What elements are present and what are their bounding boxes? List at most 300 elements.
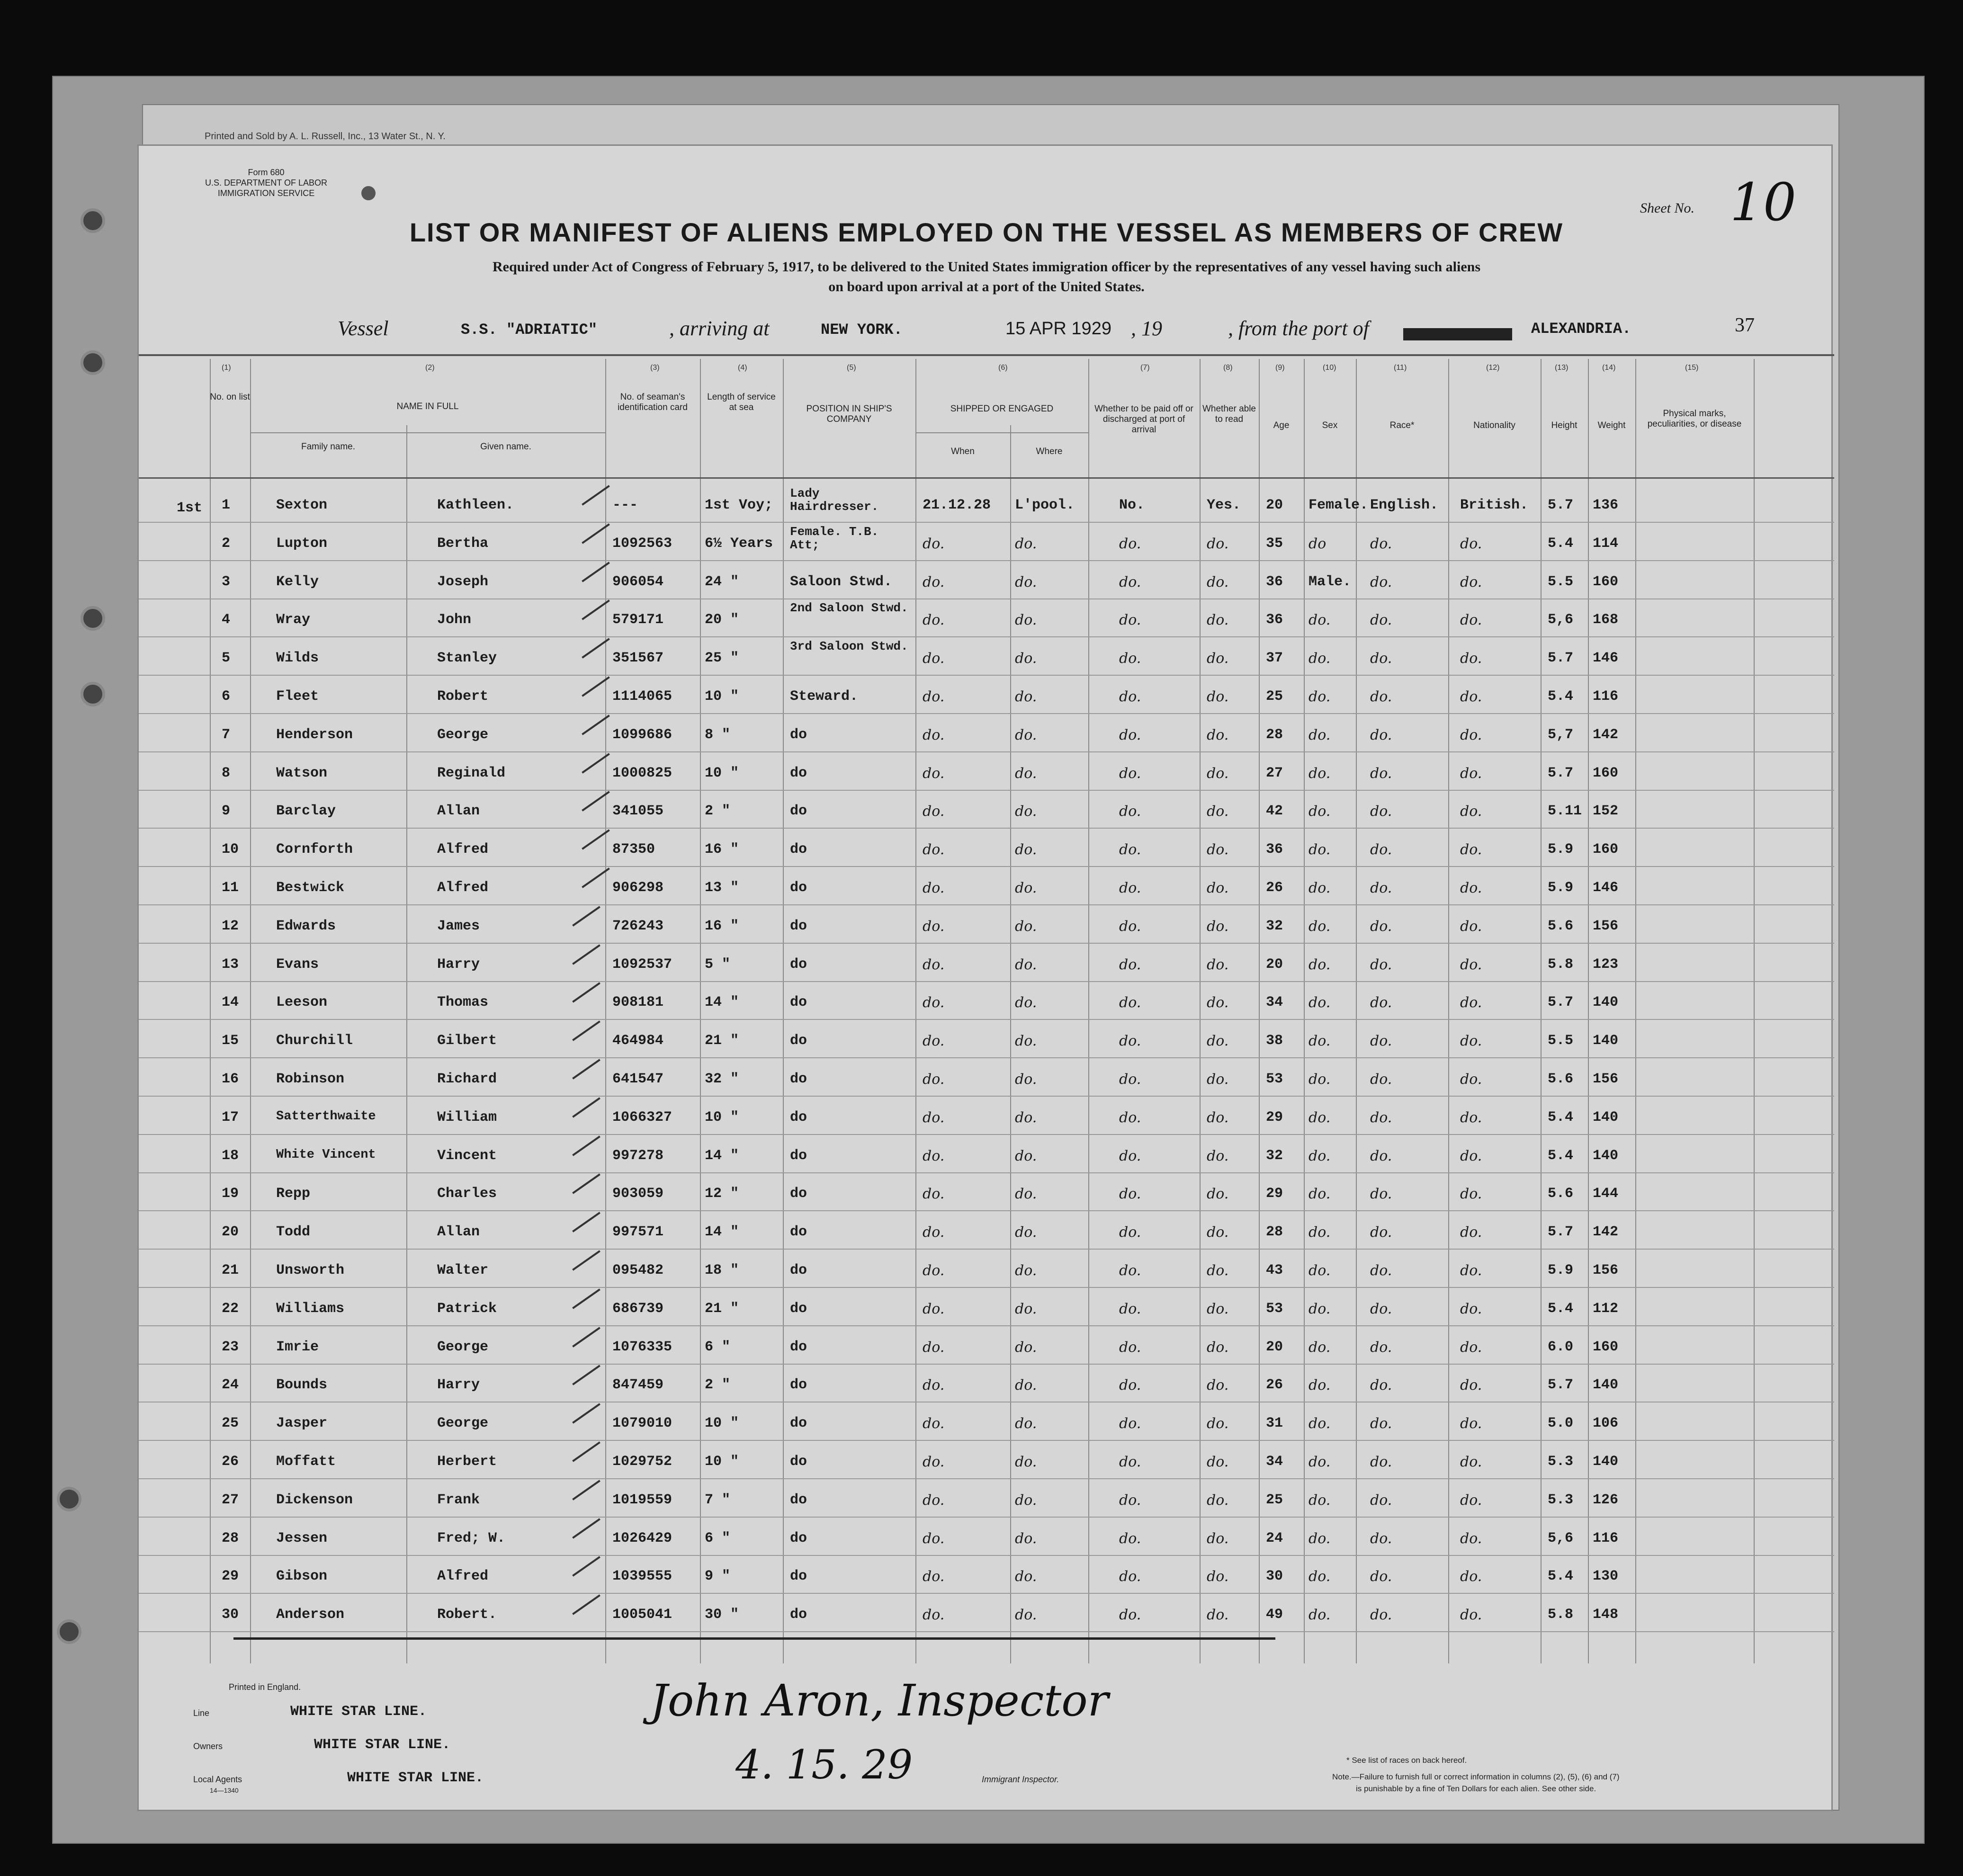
family-name: Imrie xyxy=(276,1339,319,1355)
given-name: Joseph xyxy=(437,573,489,590)
sheet-number: 10 xyxy=(1730,172,1796,232)
row-number: 30 xyxy=(222,1607,239,1623)
age: 31 xyxy=(1266,1415,1283,1432)
date-stamp: 15 APR 1929 xyxy=(1005,319,1111,339)
shipped-when: do. xyxy=(923,1530,945,1547)
row-rule xyxy=(139,1555,1834,1556)
length-of-service: 7 " xyxy=(705,1492,731,1508)
weight: 140 xyxy=(1593,1033,1619,1049)
nationality: do. xyxy=(1460,1415,1482,1432)
length-of-service: 6 " xyxy=(705,1339,731,1355)
given-name: Frank xyxy=(437,1492,480,1508)
position: do xyxy=(790,1530,807,1546)
end-of-list-rule xyxy=(233,1637,1275,1640)
given-name: Stanley xyxy=(437,650,497,667)
row-number: 21 xyxy=(222,1262,239,1278)
nationality: do. xyxy=(1460,535,1482,552)
age: 28 xyxy=(1266,1224,1283,1241)
given-name: Fred; W. xyxy=(437,1530,506,1546)
row-rule xyxy=(139,1287,1834,1288)
nationality: do. xyxy=(1460,803,1482,820)
row-rule xyxy=(139,1210,1834,1211)
paid-off: do. xyxy=(1119,1262,1141,1279)
binder-hole xyxy=(81,682,105,706)
weight: 123 xyxy=(1593,956,1619,973)
binder-hole xyxy=(81,606,105,631)
race: do. xyxy=(1370,688,1392,705)
shipped-where: do. xyxy=(1015,726,1037,743)
row-rule xyxy=(139,1478,1834,1479)
row-number: 28 xyxy=(222,1530,239,1546)
weight: 130 xyxy=(1593,1568,1619,1585)
sex: Female. xyxy=(1309,497,1369,513)
age: 32 xyxy=(1266,1147,1283,1164)
shipped-where: do. xyxy=(1015,1530,1037,1547)
nationality: do. xyxy=(1460,765,1482,782)
height: 5.9 xyxy=(1548,841,1574,858)
nationality: do. xyxy=(1460,1109,1482,1126)
height: 5.11 xyxy=(1548,803,1582,820)
shipped-where: do. xyxy=(1015,918,1037,935)
row-rule xyxy=(139,713,1834,714)
row-number: 8 xyxy=(222,765,231,781)
age: 25 xyxy=(1266,688,1283,705)
length-of-service: 10 " xyxy=(705,765,739,781)
shipped-where: do. xyxy=(1015,1454,1037,1470)
length-of-service: 25 " xyxy=(705,650,739,667)
header-family-name: Family name. xyxy=(301,442,356,452)
sex: do. xyxy=(1309,1454,1331,1470)
race: do. xyxy=(1370,1454,1392,1470)
header-given-name: Given name. xyxy=(480,442,531,452)
from-port-label: , from the port of xyxy=(1228,317,1369,340)
able-to-read: do. xyxy=(1207,1262,1229,1279)
able-to-read: do. xyxy=(1207,1568,1229,1585)
seaman-id: 903059 xyxy=(612,1186,664,1202)
vessel-name: S.S. "ADRIATIC" xyxy=(461,321,598,339)
race: do. xyxy=(1370,726,1392,743)
checkmark-icon xyxy=(572,1174,601,1194)
able-to-read: do. xyxy=(1207,726,1229,743)
shipped-when: do. xyxy=(923,956,945,973)
shipped-when: do. xyxy=(923,650,945,667)
seaman-id: 1099686 xyxy=(612,726,672,743)
family-name: Satterthwaite xyxy=(276,1109,376,1124)
weight: 142 xyxy=(1593,1224,1619,1241)
row-rule xyxy=(139,1631,1834,1632)
race: do. xyxy=(1370,880,1392,896)
race: do. xyxy=(1370,803,1392,820)
given-name: Herbert xyxy=(437,1454,497,1470)
weight: 160 xyxy=(1593,573,1619,590)
paid-off: do. xyxy=(1119,1224,1141,1241)
position: Lady Hairdresser. xyxy=(790,486,879,514)
age: 28 xyxy=(1266,726,1283,743)
position: do xyxy=(790,1071,807,1087)
list-marker: 1st xyxy=(177,500,203,516)
header-where: Where xyxy=(1036,447,1063,456)
able-to-read: do. xyxy=(1207,535,1229,552)
sex: do xyxy=(1309,535,1327,552)
sex: do. xyxy=(1309,688,1331,705)
nationality: do. xyxy=(1460,1339,1482,1356)
able-to-read: do. xyxy=(1207,1454,1229,1470)
height: 5.8 xyxy=(1548,956,1574,973)
able-to-read: do. xyxy=(1207,765,1229,782)
checkmark-icon xyxy=(572,1480,601,1500)
position: do xyxy=(790,956,807,973)
col-num: (6) xyxy=(998,364,1008,372)
row-rule xyxy=(139,751,1834,752)
position: do xyxy=(790,1262,807,1278)
length-of-service: 12 " xyxy=(705,1186,739,1202)
checkmark-icon xyxy=(572,906,601,926)
shipped-where: do. xyxy=(1015,803,1037,820)
row-rule xyxy=(139,522,1834,523)
length-of-service: 6½ Years xyxy=(705,535,773,552)
shipped-when: do. xyxy=(923,1300,945,1317)
race: do. xyxy=(1370,918,1392,935)
weight: 156 xyxy=(1593,1262,1619,1278)
row-rule xyxy=(139,866,1834,867)
header-age: Age xyxy=(1273,420,1290,430)
row-rule xyxy=(139,1593,1834,1594)
weight: 160 xyxy=(1593,1339,1619,1355)
race: do. xyxy=(1370,1492,1392,1509)
header-race: Race* xyxy=(1389,420,1415,430)
family-name: Churchill xyxy=(276,1033,353,1049)
vessel-label: Vessel xyxy=(338,317,389,340)
given-name: Vincent xyxy=(437,1147,497,1164)
able-to-read: do. xyxy=(1207,1415,1229,1432)
arriving-label: , arriving at xyxy=(669,317,770,340)
given-name: Harry xyxy=(437,956,480,973)
shipped-when: do. xyxy=(923,1186,945,1203)
service-name: IMMIGRATION SERVICE xyxy=(217,188,315,198)
sex: do. xyxy=(1309,803,1331,820)
seaman-id: 1000825 xyxy=(612,765,672,781)
shipped-where: do. xyxy=(1015,1339,1037,1356)
shipped-when: do. xyxy=(923,880,945,896)
binder-hole xyxy=(81,208,105,233)
agents-code: 14—1340 xyxy=(210,1787,239,1794)
sex: do. xyxy=(1309,1492,1331,1509)
paid-off: do. xyxy=(1119,1607,1141,1624)
able-to-read: do. xyxy=(1207,1033,1229,1050)
able-to-read: do. xyxy=(1207,1109,1229,1126)
weight: 140 xyxy=(1593,1109,1619,1126)
position: do xyxy=(790,1300,807,1317)
age: 20 xyxy=(1266,956,1283,973)
col-divider xyxy=(1304,359,1305,1663)
nationality: do. xyxy=(1460,880,1482,896)
given-name: Gilbert xyxy=(437,1033,497,1049)
sex: do. xyxy=(1309,1071,1331,1088)
printed-in: Printed in England. xyxy=(229,1682,301,1692)
shipped-where: do. xyxy=(1015,765,1037,782)
family-name: Cornforth xyxy=(276,841,353,858)
race: do. xyxy=(1370,1147,1392,1164)
sex: do. xyxy=(1309,1300,1331,1317)
family-name: Kelly xyxy=(276,573,319,590)
able-to-read: do. xyxy=(1207,1186,1229,1203)
shipped-where: do. xyxy=(1015,1492,1037,1509)
paid-off: do. xyxy=(1119,1492,1141,1509)
sex: Male. xyxy=(1309,573,1352,590)
paid-off: do. xyxy=(1119,994,1141,1011)
length-of-service: 10 " xyxy=(705,1454,739,1470)
height: 5.6 xyxy=(1548,1186,1574,1202)
arriving-port: NEW YORK. xyxy=(821,321,903,339)
seaman-id: 906298 xyxy=(612,880,664,896)
row-rule xyxy=(139,1134,1834,1135)
subtitle-line-2: on board upon arrival at a port of the United States. xyxy=(828,279,1145,295)
age: 20 xyxy=(1266,1339,1283,1355)
binder-hole xyxy=(57,1619,81,1644)
seaman-id: 1092563 xyxy=(612,535,672,552)
checkmark-icon xyxy=(572,944,601,965)
row-number: 2 xyxy=(222,535,231,552)
family-name: Leeson xyxy=(276,994,328,1011)
col-num: (8) xyxy=(1223,364,1233,372)
row-number: 9 xyxy=(222,803,231,820)
row-rule xyxy=(139,981,1834,982)
page-number: 37 xyxy=(1735,314,1755,336)
race: do. xyxy=(1370,1109,1392,1126)
checkmark-icon xyxy=(572,1288,601,1309)
owners-label: Owners xyxy=(193,1742,223,1751)
age: 35 xyxy=(1266,535,1283,552)
length-of-service: 18 " xyxy=(705,1262,739,1278)
col-num: (10) xyxy=(1323,364,1336,372)
seaman-id: 095482 xyxy=(612,1262,664,1278)
position: 3rd Saloon Stwd. xyxy=(790,639,908,654)
given-name: Richard xyxy=(437,1071,497,1087)
length-of-service: 5 " xyxy=(705,956,731,973)
shipped-where: do. xyxy=(1015,1568,1037,1585)
row-rule xyxy=(139,1019,1834,1020)
row-number: 14 xyxy=(222,994,239,1011)
length-of-service: 24 " xyxy=(705,573,739,590)
family-name: Sexton xyxy=(276,497,328,513)
given-name: Alfred xyxy=(437,880,489,896)
header-weight: Weight xyxy=(1597,420,1626,430)
weight: 160 xyxy=(1593,765,1619,781)
nationality: do. xyxy=(1460,612,1482,629)
height: 5.5 xyxy=(1548,1033,1574,1049)
row-number: 26 xyxy=(222,1454,239,1470)
height: 5,6 xyxy=(1548,612,1574,628)
paid-off: do. xyxy=(1119,650,1141,667)
weight: 140 xyxy=(1593,1377,1619,1394)
col-num: (15) xyxy=(1685,364,1699,372)
shipped-when: do. xyxy=(923,918,945,935)
weight: 116 xyxy=(1593,688,1619,705)
weight: 160 xyxy=(1593,841,1619,858)
col-divider xyxy=(1588,359,1589,1663)
nationality: do. xyxy=(1460,650,1482,667)
nationality: do. xyxy=(1460,1530,1482,1547)
seaman-id: 87350 xyxy=(612,841,655,858)
age: 29 xyxy=(1266,1109,1283,1126)
family-name: Watson xyxy=(276,765,328,781)
length-of-service: 14 " xyxy=(705,1224,739,1241)
race: do. xyxy=(1370,1224,1392,1241)
seaman-id: 686739 xyxy=(612,1300,664,1317)
checkmark-icon xyxy=(572,1059,601,1079)
paid-off: do. xyxy=(1119,612,1141,629)
nationality: do. xyxy=(1460,918,1482,935)
family-name: Williams xyxy=(276,1300,345,1317)
given-name: Bertha xyxy=(437,535,489,552)
age: 38 xyxy=(1266,1033,1283,1049)
shipped-when: do. xyxy=(923,994,945,1011)
header-nationality: Nationality xyxy=(1473,420,1515,430)
shipped-when: do. xyxy=(923,1262,945,1279)
race: do. xyxy=(1370,535,1392,552)
able-to-read: do. xyxy=(1207,841,1229,858)
owners-value: WHITE STAR LINE. xyxy=(314,1737,451,1753)
paid-off: do. xyxy=(1119,918,1141,935)
nationality: do. xyxy=(1460,994,1482,1011)
shipped-where: do. xyxy=(1015,1607,1037,1624)
length-of-service: 2 " xyxy=(705,803,731,820)
row-number: 20 xyxy=(222,1224,239,1241)
sex: do. xyxy=(1309,1147,1331,1164)
shipped-when: do. xyxy=(923,841,945,858)
sex: do. xyxy=(1309,1607,1331,1624)
agents-label: Local Agents xyxy=(193,1775,242,1784)
height: 5.4 xyxy=(1548,535,1574,552)
shipped-when: do. xyxy=(923,765,945,782)
inspector-signature: John Aron, Inspector xyxy=(650,1675,1109,1726)
row-number: 12 xyxy=(222,918,239,934)
shipped-where: do. xyxy=(1015,1071,1037,1088)
signature-date: 4. 15. 29 xyxy=(735,1742,913,1788)
length-of-service: 6 " xyxy=(705,1530,731,1546)
position: Saloon Stwd. xyxy=(790,573,893,590)
nationality: do. xyxy=(1460,1224,1482,1241)
col-divider xyxy=(1200,359,1201,1663)
row-rule xyxy=(139,943,1834,944)
nationality: British. xyxy=(1460,497,1529,513)
col-num: (14) xyxy=(1602,364,1616,372)
row-number: 25 xyxy=(222,1415,239,1432)
race: do. xyxy=(1370,1300,1392,1317)
shipped-where: L'pool. xyxy=(1015,497,1075,513)
col-num: (13) xyxy=(1555,364,1569,372)
position: do xyxy=(790,1186,807,1202)
weight: 144 xyxy=(1593,1186,1619,1202)
given-name: Alfred xyxy=(437,1568,489,1585)
binder-hole xyxy=(81,350,105,375)
checkmark-icon xyxy=(572,1518,601,1538)
col-divider xyxy=(700,359,701,1663)
length-of-service: 10 " xyxy=(705,1415,739,1432)
row-number: 7 xyxy=(222,726,231,743)
age: 27 xyxy=(1266,765,1283,781)
family-name: Bestwick xyxy=(276,880,345,896)
row-number: 17 xyxy=(222,1109,239,1126)
col-num: (7) xyxy=(1140,364,1150,372)
position: do xyxy=(790,1109,807,1126)
sex: do. xyxy=(1309,956,1331,973)
height: 5.0 xyxy=(1548,1415,1574,1432)
row-rule xyxy=(139,1402,1834,1403)
header-name-in-full: NAME IN FULL xyxy=(396,402,459,411)
paid-off: do. xyxy=(1119,1033,1141,1050)
shipped-when: do. xyxy=(923,1607,945,1624)
sex: do. xyxy=(1309,650,1331,667)
race: do. xyxy=(1370,650,1392,667)
position: do xyxy=(790,1377,807,1394)
family-name: Repp xyxy=(276,1186,311,1202)
age: 30 xyxy=(1266,1568,1283,1585)
shipped-where: do. xyxy=(1015,841,1037,858)
shipped-when: do. xyxy=(923,535,945,552)
header-seaman-id: No. of seaman's identification card xyxy=(618,392,688,412)
row-number: 19 xyxy=(222,1186,239,1202)
punch-hole-icon xyxy=(361,186,376,200)
row-rule xyxy=(139,1440,1834,1441)
shipped-when: do. xyxy=(923,612,945,629)
sex: do. xyxy=(1309,841,1331,858)
age: 34 xyxy=(1266,994,1283,1011)
checkmark-icon xyxy=(572,983,601,1003)
able-to-read: do. xyxy=(1207,1492,1229,1509)
nationality: do. xyxy=(1460,688,1482,705)
checkmark-icon xyxy=(572,1212,601,1232)
length-of-service: 13 " xyxy=(705,880,739,896)
age: 43 xyxy=(1266,1262,1283,1278)
shipped-where: do. xyxy=(1015,650,1037,667)
height: 6.0 xyxy=(1548,1339,1574,1355)
race: do. xyxy=(1370,1568,1392,1585)
header-sex: Sex xyxy=(1322,420,1338,430)
family-name: Bounds xyxy=(276,1377,328,1394)
sex: do. xyxy=(1309,918,1331,935)
shipped-when: 21.12.28 xyxy=(923,497,991,513)
row-rule xyxy=(139,636,1834,637)
given-name: Reginald xyxy=(437,765,506,781)
weight: 168 xyxy=(1593,612,1619,628)
header-position: POSITION IN SHIP'S COMPANY xyxy=(806,404,892,424)
nationality: do. xyxy=(1460,1454,1482,1470)
height: 5.7 xyxy=(1548,497,1574,513)
length-of-service: 2 " xyxy=(705,1377,731,1394)
row-rule xyxy=(139,560,1834,561)
race: do. xyxy=(1370,1415,1392,1432)
header-height: Height xyxy=(1551,420,1578,430)
col-num: (11) xyxy=(1394,364,1407,372)
sex: do. xyxy=(1309,1109,1331,1126)
row-number: 23 xyxy=(222,1339,239,1355)
age: 53 xyxy=(1266,1071,1283,1087)
position: Female. T.B. Att; xyxy=(790,524,879,552)
position: do xyxy=(790,1568,807,1585)
height: 5.5 xyxy=(1548,573,1574,590)
height: 5.4 xyxy=(1548,1568,1574,1585)
seaman-id: 351567 xyxy=(612,650,664,667)
race: do. xyxy=(1370,612,1392,629)
table-header-rule xyxy=(139,477,1834,479)
able-to-read: do. xyxy=(1207,1607,1229,1624)
footnote-penalty-2: is punishable by a fine of Ten Dollars for each alien. See other side. xyxy=(1356,1784,1596,1793)
shipped-where: do. xyxy=(1015,956,1037,973)
checkmark-icon xyxy=(572,1365,601,1385)
paid-off: do. xyxy=(1119,880,1141,896)
family-name: Todd xyxy=(276,1224,311,1241)
